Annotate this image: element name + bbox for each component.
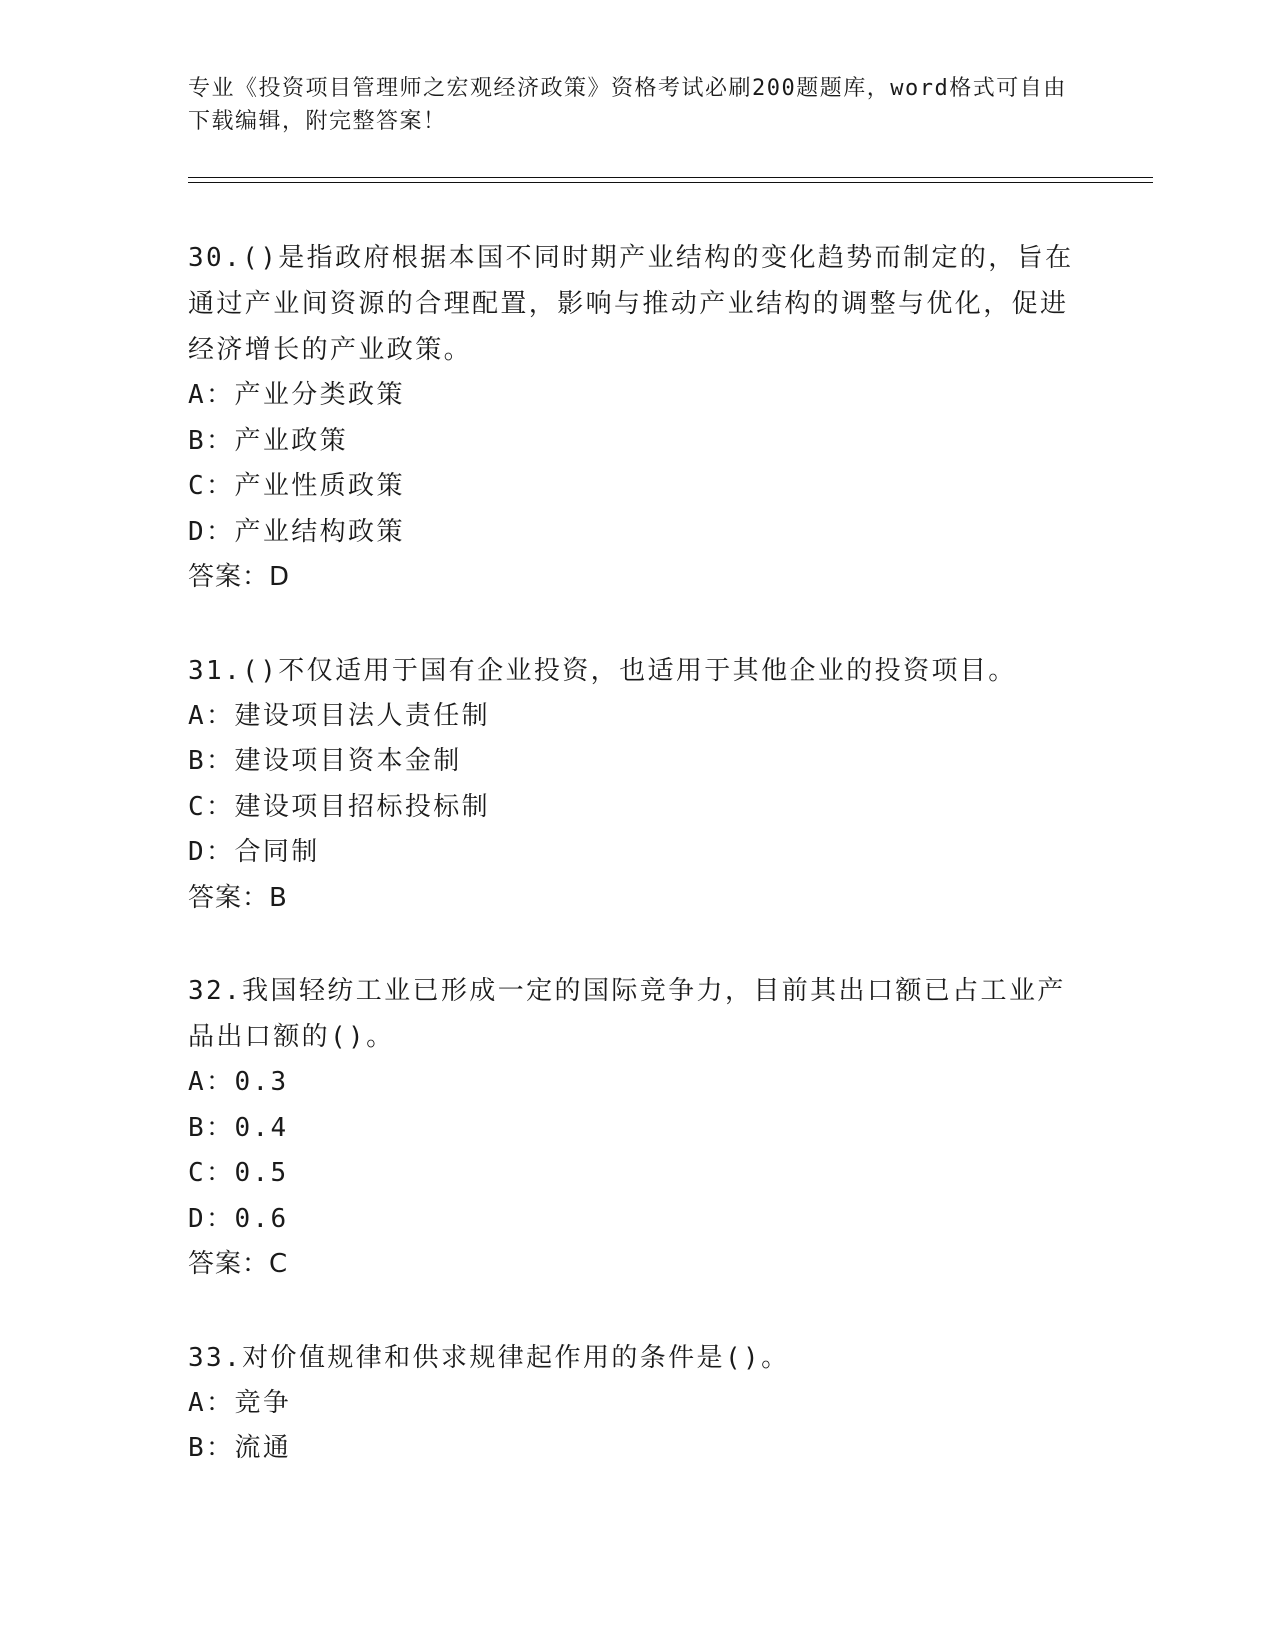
option-b: B：建设项目资本金制 [188, 746, 462, 776]
header-rule-top [188, 177, 1153, 178]
question-31 [188, 648, 1088, 922]
header-rule-bottom [188, 182, 1153, 183]
option-d: D：0.6 [188, 1203, 289, 1234]
answer-line: 答案：B [188, 882, 288, 913]
question-stem: 33.对价值规律和供求规律起作用的条件是()。 [188, 1342, 790, 1373]
option-d: D：产业结构政策 [188, 516, 405, 547]
question-30 [188, 235, 1088, 601]
option-b: B：0.4 [188, 1112, 289, 1143]
option-b: B：流通 [188, 1433, 292, 1463]
question-list [188, 235, 1088, 1519]
option-a: A：0.3 [188, 1067, 289, 1097]
question-stem: 31.()不仅适用于国有企业投资，也适用于其他企业的投资项目。 [188, 655, 1017, 686]
option-c: C：建设项目招标投标制 [188, 791, 491, 822]
option-c: C：0.5 [188, 1158, 289, 1188]
option-a: A：产业分类政策 [188, 380, 405, 410]
option-c: C：产业性质政策 [188, 471, 405, 501]
question-stem: 32.我国轻纺工业已形成一定的国际竞争力，目前其出口额已占工业产品出口额的()。 [188, 976, 1066, 1052]
document-header: 专业《投资项目管理师之宏观经济政策》资格考试必刷200题题库，word格式可自由下载编辑，附完整答案！ [188, 76, 1067, 134]
answer-line: 答案：D [188, 562, 291, 592]
option-a: A：建设项目法人责任制 [188, 700, 491, 731]
option-b: B：产业政策 [188, 425, 349, 456]
answer-line: 答案：C [188, 1249, 289, 1279]
option-a: A：竞争 [188, 1387, 292, 1418]
question-stem: 30.()是指政府根据本国不同时期产业结构的变化趋势而制定的，旨在通过产业间资源的合理配置，影响与推动产业结构的调整与优化，促进经济增长的产业政策。 [188, 243, 1074, 365]
question-32 [188, 968, 1088, 1288]
option-d: D：合同制 [188, 837, 320, 867]
question-33 [188, 1335, 1088, 1472]
